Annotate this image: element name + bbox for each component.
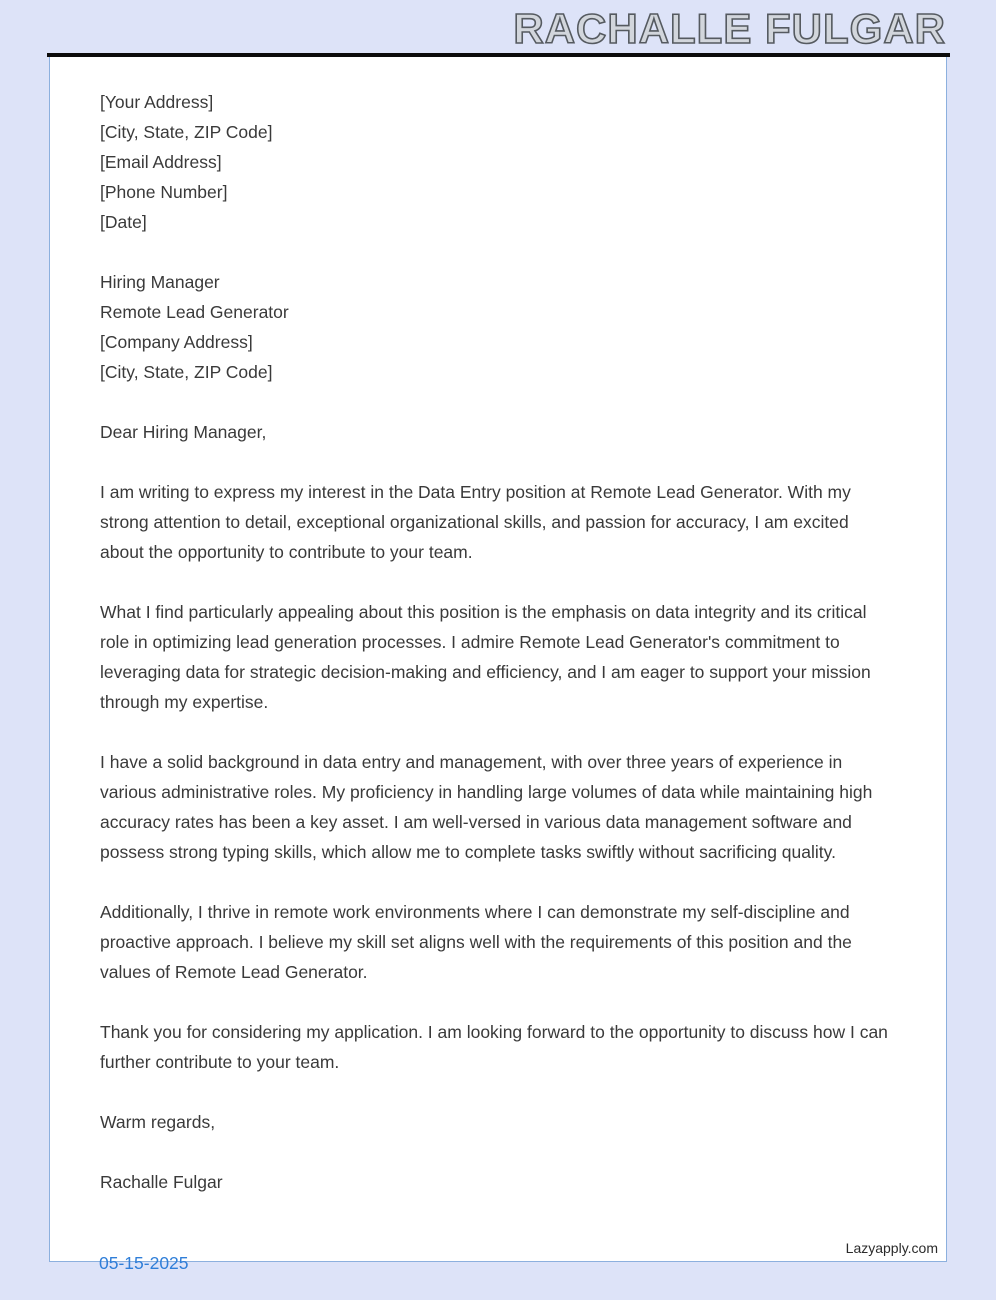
recipient-address-line: [City, State, ZIP Code] <box>100 362 273 382</box>
sender-address-line: [Date] <box>100 212 147 232</box>
sender-address-line: [Email Address] <box>100 152 222 172</box>
closing: Warm regards, <box>100 1112 216 1132</box>
recipient-address-block <box>100 267 896 387</box>
body-paragraph: What I find particularly appealing about this position is the emphasis on data integrity and its critical role in optimizing lead generation processes. I admire Remote Lead Generator's commitment to leveraging data for strategic decision-making and efficiency, and I am eager to support your mission through my expertise. <box>100 602 871 712</box>
body-paragraph: I am writing to express my interest in the Data Entry position at Remote Lead Generator. With my strong attention to detail, exceptional organizational skills, and passion for accuracy, I am excited about the opportunity to contribute to your team. <box>100 482 851 562</box>
sender-address-line: [City, State, ZIP Code] <box>100 122 273 142</box>
signature-name: Rachalle Fulgar <box>100 1172 223 1192</box>
body-paragraph: Thank you for considering my application. I am looking forward to the opportunity to discuss how I can further contribute to your team. <box>100 1022 888 1072</box>
letter-page <box>49 57 947 1262</box>
recipient-address-line: Remote Lead Generator <box>100 302 289 322</box>
recipient-address-line: [Company Address] <box>100 332 253 352</box>
salutation: Dear Hiring Manager, <box>100 422 267 442</box>
body-paragraph: I have a solid background in data entry and management, with over three years of experience in various administrative roles. My proficiency in handling large volumes of data while maintaining high accuracy rates has been a key asset. I am well-versed in various data management software and possess strong typing skills, which allow me to complete tasks swiftly without sacrificing quality. <box>100 752 873 862</box>
letterhead-name: RACHALLE FULGAR <box>513 5 946 52</box>
recipient-address-line: Hiring Manager <box>100 272 220 292</box>
body-paragraph: Additionally, I thrive in remote work environments where I can demonstrate my self-discipline and proactive approach. I believe my skill set aligns well with the requirements of this position and the values of Remote Lead Generator. <box>100 902 852 982</box>
sender-address-line: [Your Address] <box>100 92 214 112</box>
sender-address-block <box>100 87 896 237</box>
letterhead <box>513 6 946 52</box>
sender-address-line: [Phone Number] <box>100 182 228 202</box>
letter-date: 05-15-2025 <box>99 1253 189 1273</box>
watermark-text: Lazyapply.com <box>845 1240 938 1256</box>
